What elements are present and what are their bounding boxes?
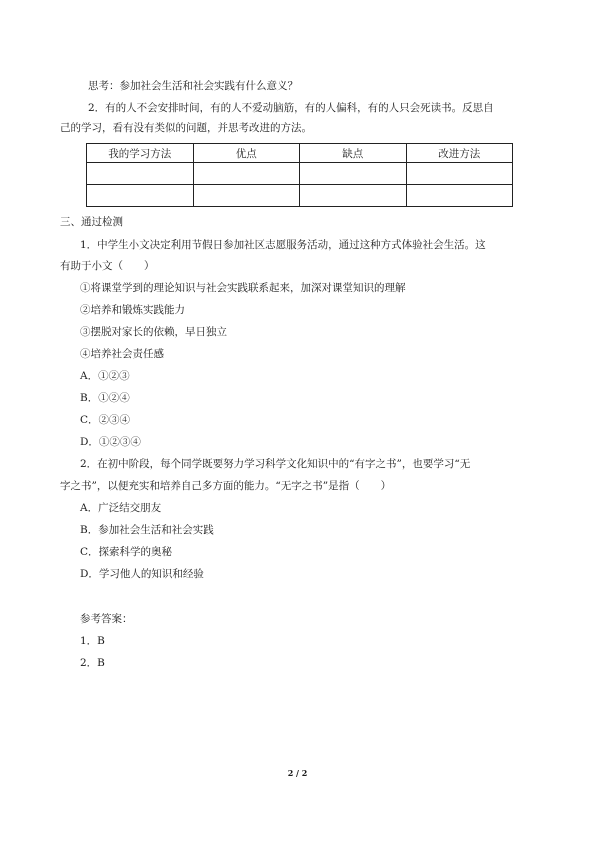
table-cell bbox=[87, 185, 194, 207]
table-row bbox=[87, 185, 513, 207]
table-cell bbox=[406, 185, 513, 207]
q2-option-b: B．参加社会生活和社会实践 bbox=[80, 524, 214, 536]
q1-stem-line1: 1．中学生小文决定利用节假日参加社区志愿服务活动，通过这种方式体验社会生活。这 bbox=[80, 239, 486, 251]
q1-statement: ④培养社会责任感 bbox=[80, 348, 164, 360]
table-cell bbox=[300, 163, 407, 185]
q2-intro-line2: 己的学习，看有没有类似的问题，并思考改进的方法。 bbox=[60, 122, 312, 134]
q1-option-b: B．①②④ bbox=[80, 392, 130, 404]
q1-stem-line2: 有助于小文（ ） bbox=[60, 260, 155, 272]
q2-stem-line2: 字之书”，以便充实和培养自己多方面的能力。“无字之书”是指（ ） bbox=[60, 480, 392, 492]
table-header-cell: 优点 bbox=[193, 144, 300, 163]
q1-option-c: C．②③④ bbox=[80, 414, 131, 426]
table-cell bbox=[406, 163, 513, 185]
q2-option-d: D．学习他人的知识和经验 bbox=[80, 568, 204, 580]
answers-title: 参考答案： bbox=[80, 613, 133, 625]
table-header-row bbox=[87, 144, 513, 163]
table-cell bbox=[193, 185, 300, 207]
q1-option-d: D．①②③④ bbox=[80, 436, 141, 448]
table-cell bbox=[300, 185, 407, 207]
table-header-cell: 改进方法 bbox=[406, 144, 513, 163]
answer-item: 2．B bbox=[80, 657, 105, 669]
q1-statement: ②培养和锻炼实践能力 bbox=[80, 304, 185, 316]
q2-intro-line1: 2．有的人不会安排时间，有的人不爱动脑筋，有的人偏科，有的人只会死读书。反思自 bbox=[88, 102, 494, 114]
q2-option-c: C．探索科学的奥秘 bbox=[80, 546, 173, 558]
q2-option-a: A．广泛结交朋友 bbox=[80, 502, 162, 514]
table-cell bbox=[193, 163, 300, 185]
study-method-table bbox=[86, 143, 513, 207]
section-title: 三、通过检测 bbox=[60, 216, 123, 228]
think-question: 思考：参加社会生活和社会实践有什么意义？ bbox=[88, 80, 298, 92]
table-header-cell: 我的学习方法 bbox=[87, 144, 194, 163]
table-header-cell: 缺点 bbox=[300, 144, 407, 163]
page-number: 2 / 2 bbox=[287, 768, 308, 778]
q1-option-a: A．①②③ bbox=[80, 370, 130, 382]
table-cell bbox=[87, 163, 194, 185]
table-row bbox=[87, 163, 513, 185]
q1-statement: ③摆脱对家长的依赖，早日独立 bbox=[80, 326, 227, 338]
q2-stem-line1: 2．在初中阶段，每个同学既要努力学习科学文化知识中的“有字之书”，也要学习“无 bbox=[80, 458, 471, 470]
q1-statement: ①将课堂学到的理论知识与社会实践联系起来，加深对课堂知识的理解 bbox=[80, 282, 406, 294]
answer-item: 1．B bbox=[80, 635, 105, 647]
